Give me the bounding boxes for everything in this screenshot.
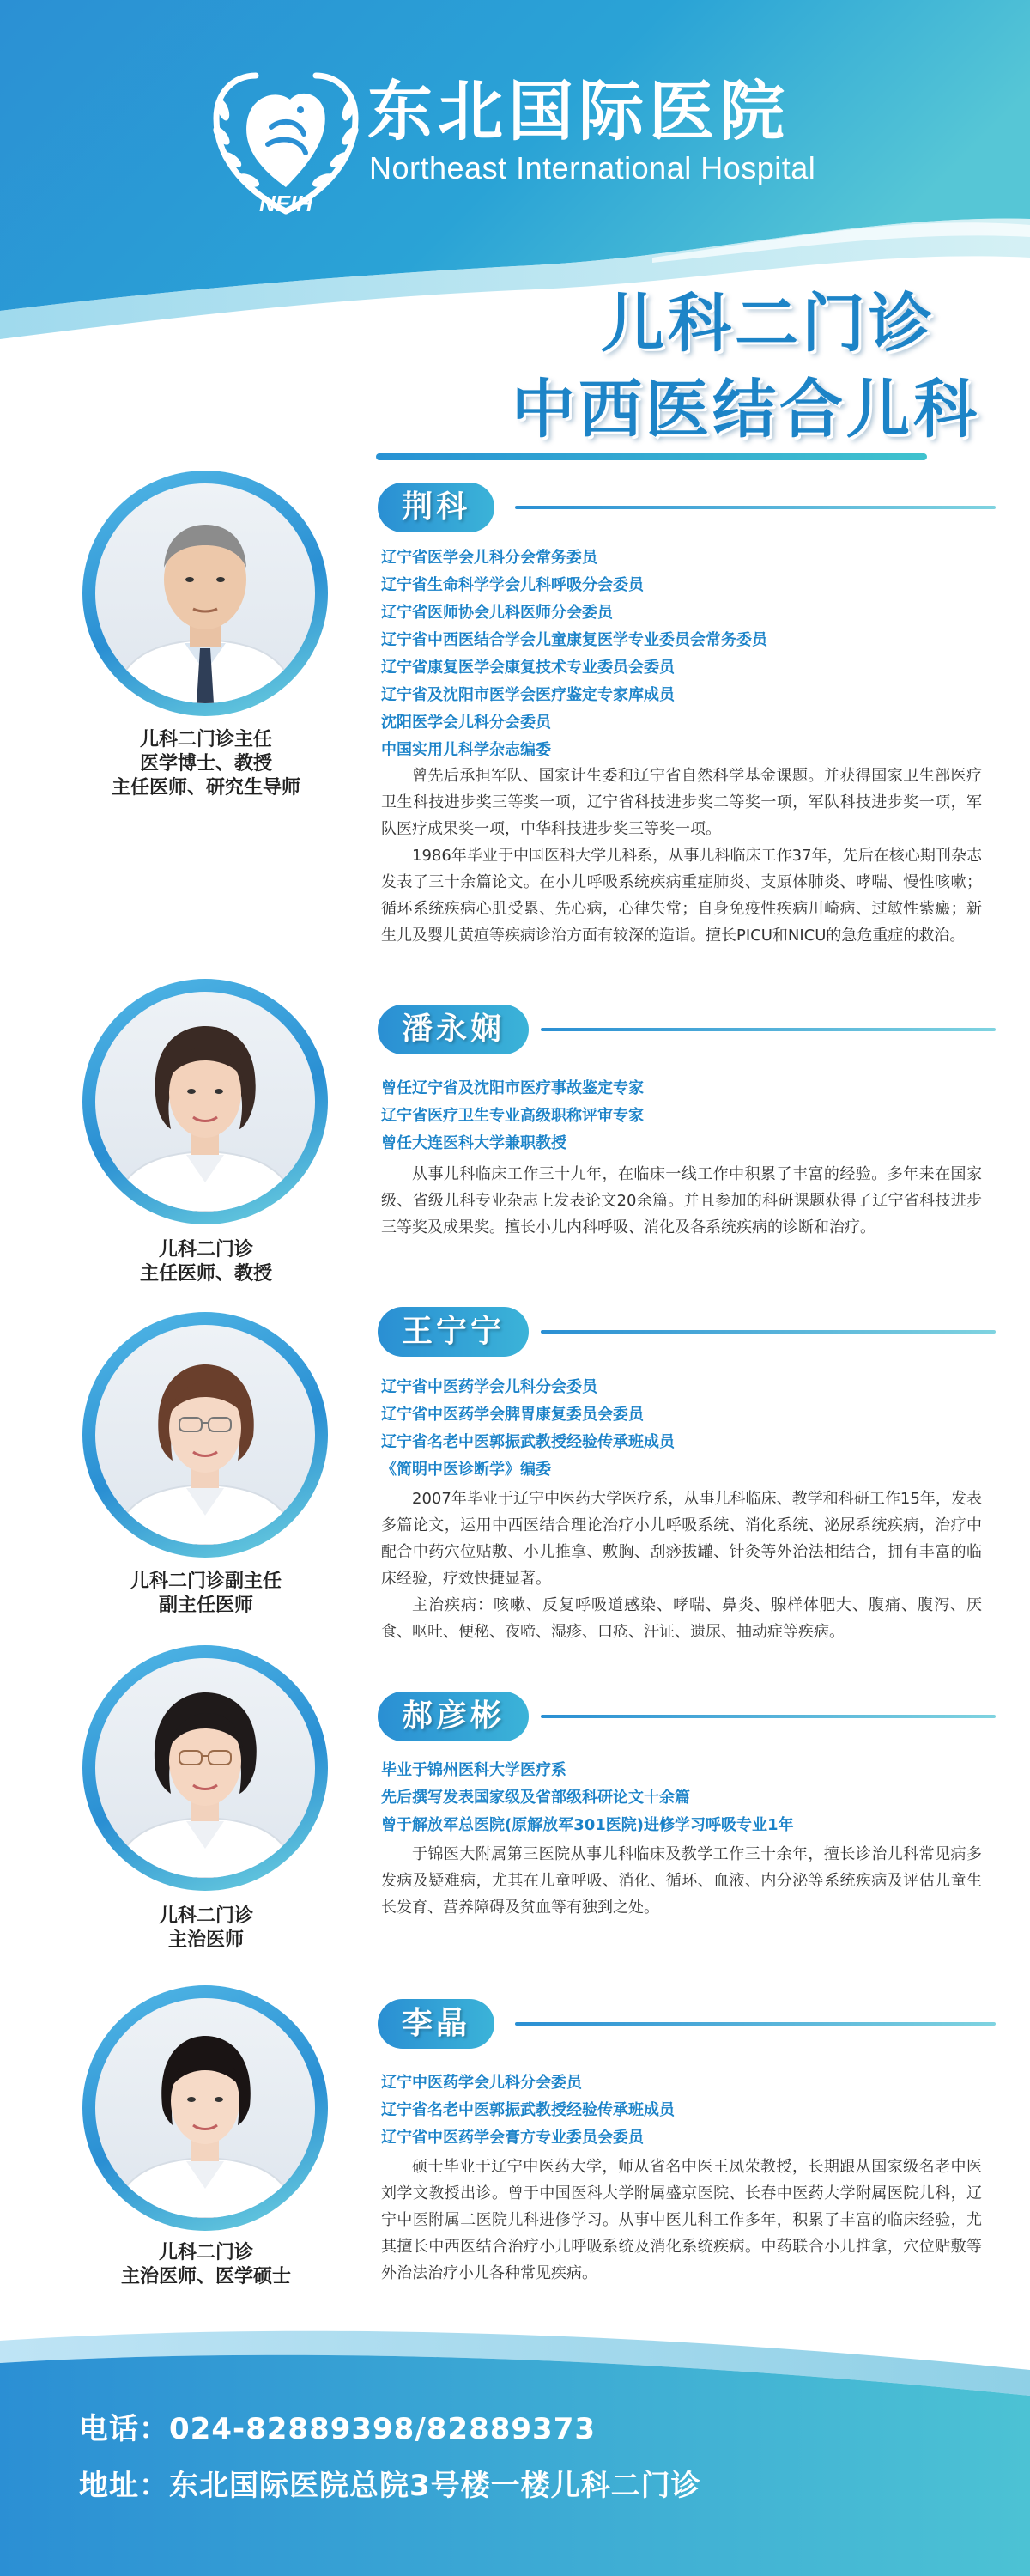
doctor-bio <box>381 1161 982 1241</box>
doctor-name: 荆科 <box>378 483 494 532</box>
department-title: 儿科二门诊 <box>601 287 936 361</box>
doctor-name: 王宁宁 <box>378 1307 529 1357</box>
caption-line: 儿科二门诊 <box>158 2242 253 2263</box>
caption-line: 副主任医师 <box>158 1595 253 1616</box>
doctor-photo <box>95 1998 315 2218</box>
doctor-roles <box>381 1374 999 1484</box>
name-underline <box>541 1028 996 1031</box>
bio-paragraph: 于锦医大附属第三医院从事儿科临床及教学工作三十余年，擅长诊治儿科常见病多发病及疑难病，尤其在儿童呼吸、消化、循环、血液、内分泌等系统疾病及评估儿童生长发育、营养障碍及贫血等有独到之处。 <box>381 1845 982 1917</box>
doctor-photo <box>95 1325 315 1545</box>
male-doctor-avatar-icon <box>95 483 315 703</box>
female-doctor-glasses-avatar-icon <box>95 1658 315 1878</box>
role-item: 曾任大连医科大学兼职教授 <box>381 1134 566 1152</box>
doctor-photo <box>95 992 315 1212</box>
hospital-name-cn: 东北国际医院 <box>367 73 790 149</box>
role-item: 辽宁省康复医学会康复技术专业委员会委员 <box>381 659 675 677</box>
logo-text: NEIH <box>258 191 313 216</box>
name-underline <box>541 1715 996 1718</box>
doctor-roles <box>381 1757 999 1839</box>
doctor-photo <box>95 483 315 703</box>
doctor-caption <box>86 1238 326 1286</box>
doctor-bio <box>381 762 982 949</box>
role-item: 辽宁省医师协会儿科医师分会委员 <box>381 604 613 622</box>
doctor-bio <box>381 1485 982 1645</box>
caption-line: 主治医师、医学硕士 <box>120 2266 291 2287</box>
role-item: 中国实用儿科学杂志编委 <box>381 741 551 759</box>
doctor-roles <box>381 2069 999 2152</box>
doctor-name: 郝彦彬 <box>378 1692 529 1741</box>
doctor-photo-frame <box>82 1985 328 2231</box>
female-doctor-avatar-icon <box>95 992 315 1212</box>
role-item: 辽宁省及沈阳市医学会医疗鉴定专家库成员 <box>381 686 675 704</box>
role-item: 辽宁省名老中医郭振武教授经验传承班成员 <box>381 1433 675 1451</box>
doctor-caption <box>86 1570 326 1618</box>
doctor-caption <box>86 728 326 800</box>
role-item: 辽宁省医学会儿科分会常务委员 <box>381 549 597 567</box>
role-item: 曾任辽宁省及沈阳市医疗事故鉴定专家 <box>381 1079 644 1097</box>
contact-address: 地址：东北国际医院总院3号楼一楼儿科二门诊 <box>79 2469 701 2503</box>
bio-paragraph: 曾先后承担军队、国家计生委和辽宁省自然科学基金课题。并获得国家卫生部医疗卫生科技进步奖三等奖一项，辽宁省科技进步奖二等奖一项，军队科技进步奖一项，军队医疗成果奖一项，中华科技进步奖三等奖一项。 <box>381 767 982 838</box>
role-item: 辽宁省生命科学学会儿科呼吸分会委员 <box>381 576 644 594</box>
role-item: 先后撰写发表国家级及省部级科研论文十余篇 <box>381 1789 690 1807</box>
doctor-photo-frame <box>82 1645 328 1891</box>
role-item: 辽宁省中医药学会膏方专业委员会委员 <box>381 2129 644 2147</box>
doctor-photo <box>95 1658 315 1878</box>
female-doctor-glasses-avatar-icon <box>95 1325 315 1545</box>
role-item: 辽宁省医疗卫生专业高级职称评审专家 <box>381 1107 644 1125</box>
bio-paragraph: 2007年毕业于辽宁中医药大学医疗系，从事儿科临床、教学和科研工作15年，发表多篇论文，运用中西医结合理论治疗小儿呼吸系统、消化系统、泌尿系统疾病，治疗中配合中药穴位贴敷、小儿推拿、敷胸、刮痧拔罐、针灸等外治法相结合，拥有丰富的临床经验，疗效快捷显著。 <box>381 1490 982 1588</box>
role-item: 辽宁省中医药学会儿科分会委员 <box>381 1378 597 1396</box>
hospital-logo <box>204 58 367 222</box>
caption-line: 医学博士、教授 <box>139 753 272 775</box>
caption-line: 儿科二门诊 <box>158 1905 253 1927</box>
role-item: 曾于解放军总医院(原解放军301医院)进修学习呼吸专业1年 <box>381 1816 794 1834</box>
doctor-photo-frame <box>82 1312 328 1558</box>
doctor-photo-frame <box>82 979 328 1224</box>
role-item: 辽宁省名老中医郭振武教授经验传承班成员 <box>381 2101 675 2119</box>
caption-line: 主任医师、研究生导师 <box>111 777 300 799</box>
female-doctor-avatar-icon <box>95 1998 315 2218</box>
role-item: 沈阳医学会儿科分会委员 <box>381 714 551 732</box>
department-subtitle: 中西医结合儿科 <box>512 373 980 447</box>
caption-line: 儿科二门诊主任 <box>139 729 272 750</box>
footer-banner <box>0 2318 1030 2576</box>
doctor-bio <box>381 1841 982 1921</box>
title-divider <box>376 453 927 460</box>
role-item: 《简明中医诊断学》编委 <box>381 1461 551 1479</box>
doctor-roles <box>381 1075 999 1157</box>
bio-paragraph: 硕士毕业于辽宁中医药大学，师从省名中医王凤荣教授，长期跟从国家级名老中医刘学文教授出诊。曾于中国医科大学附属盛京医院、长春中医药大学附属医院儿科，辽宁中医附属二医院儿科进修学习。从事中医儿科工作多年，积累了丰富的临床经验，尤其擅长中西医结合治疗小儿呼吸系统及消化系统疾病。中药联合小儿推拿，穴位贴敷等外治法治疗小儿各种常见疾病。 <box>381 2158 982 2282</box>
role-item: 辽宁省中医药学会脾胃康复委员会委员 <box>381 1406 644 1424</box>
name-underline <box>515 506 996 509</box>
doctor-caption <box>86 2241 326 2289</box>
doctor-roles <box>381 544 999 764</box>
role-item: 毕业于锦州医科大学医疗系 <box>381 1761 566 1779</box>
bio-paragraph: 主治疾病：咳嗽、反复呼吸道感染、哮喘、鼻炎、腺样体肥大、腹痛、腹泻、厌食、呕吐、便秘、夜啼、湿疹、口疮、汗证、遗尿、抽动症等疾病。 <box>381 1596 982 1641</box>
caption-line: 主任医师、教授 <box>139 1263 272 1285</box>
doctor-name: 李晶 <box>378 1999 494 2049</box>
doctor-bio <box>381 2154 982 2287</box>
name-underline <box>515 2022 996 2026</box>
contact-phone: 电话：024-82889398/82889373 <box>79 2412 597 2446</box>
footer-wave-background <box>0 2318 1030 2576</box>
doctor-name: 潘永娴 <box>378 1005 529 1054</box>
bird-heart-laurel-logo-icon <box>204 58 367 222</box>
role-item: 辽宁中医药学会儿科分会委员 <box>381 2074 582 2092</box>
doctor-caption <box>86 1905 326 1953</box>
caption-line: 主治医师 <box>167 1929 244 1951</box>
role-item: 辽宁省中西医结合学会儿童康复医学专业委员会常务委员 <box>381 631 767 649</box>
caption-line: 儿科二门诊副主任 <box>130 1571 282 1592</box>
doctor-photo-frame <box>82 471 328 716</box>
caption-line: 儿科二门诊 <box>158 1239 253 1261</box>
hospital-name-en: Northeast International Hospital <box>369 150 816 185</box>
name-underline <box>541 1330 996 1334</box>
bio-paragraph: 1986年毕业于中国医科大学儿科系，从事儿科临床工作37年，先后在核心期刊杂志发表了三十余篇论文。在小儿呼吸系统疾病重症肺炎、支原体肺炎、哮喘、慢性咳嗽；循环系统疾病心肌受累、先心病，心律失常；自身免疫性疾病川崎病、过敏性紫癜；新生儿及婴儿黄疸等疾病诊治方面有较深的造诣。擅长PICU和NICU的急危重症的救治。 <box>381 847 982 945</box>
bio-paragraph: 从事儿科临床工作三十九年，在临床一线工作中积累了丰富的经验。多年来在国家级、省级儿科专业杂志上发表论文20余篇。并且参加的科研课题获得了辽宁省科技进步三等奖及成果奖。擅长小儿内科呼吸、消化及各系统疾病的诊断和治疗。 <box>381 1165 982 1236</box>
